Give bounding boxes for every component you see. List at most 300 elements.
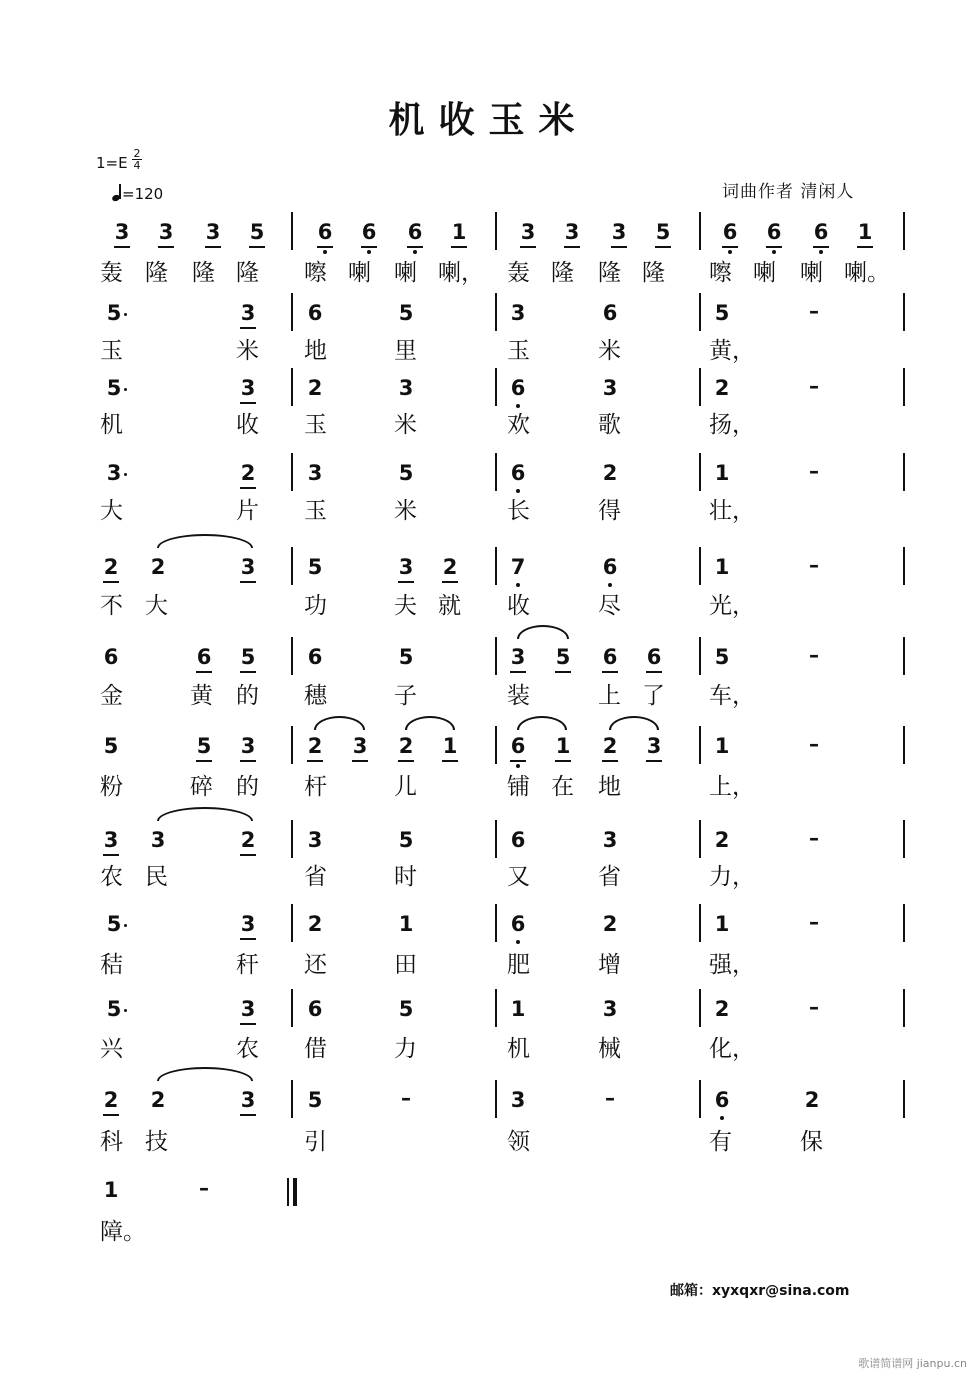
barline	[699, 547, 701, 585]
low-octave-dot	[720, 1116, 724, 1120]
barline	[291, 904, 293, 942]
lyric-syllable: 力，	[709, 864, 755, 890]
note: 3	[602, 376, 618, 400]
note: 5	[398, 461, 414, 485]
note: 6	[405, 220, 425, 244]
low-octave-dot	[772, 250, 776, 254]
underline-beam	[158, 246, 174, 248]
barline	[495, 1080, 497, 1118]
barline	[495, 637, 497, 675]
barline	[291, 293, 293, 331]
note: 2	[714, 997, 730, 1021]
lyric-syllable: 里	[394, 338, 417, 364]
note: 6	[602, 301, 618, 325]
underline-beam	[240, 581, 256, 583]
lyric-syllable: 了	[642, 683, 665, 709]
lyric-syllable: 在	[551, 774, 574, 800]
note: 3	[508, 645, 528, 669]
barline	[495, 989, 497, 1027]
lyric-syllable: 玉	[304, 498, 327, 524]
lyric-syllable: 喇。	[844, 260, 890, 286]
underline-beam	[307, 760, 323, 762]
underline-beam	[766, 246, 782, 248]
email-contact: 邮箱：xyxqxr@sina.com	[670, 1283, 850, 1299]
note: 6	[103, 645, 119, 669]
lyric-syllable: 又	[507, 864, 530, 890]
lyric-syllable: 喇	[753, 260, 776, 286]
note: 5	[104, 301, 124, 325]
barline	[291, 820, 293, 858]
barline	[699, 1080, 701, 1118]
lyric-syllable: 收	[236, 412, 259, 438]
note: 2	[804, 1088, 820, 1112]
note: 6	[508, 461, 528, 485]
note: 3	[238, 376, 258, 400]
lyric-syllable: 光，	[709, 593, 755, 619]
note: 5	[104, 912, 124, 936]
note: 5	[104, 376, 124, 400]
lyric-syllable: 机	[100, 412, 123, 438]
augmentation-dot	[124, 388, 127, 391]
note: 6	[720, 220, 740, 244]
low-octave-dot	[728, 250, 732, 254]
lyric-syllable: 时	[394, 864, 417, 890]
sustain-dash: –	[809, 299, 819, 323]
lyric-syllable: 喇	[348, 260, 371, 286]
tie-arc	[314, 716, 365, 730]
tie-arc	[157, 1067, 253, 1081]
lyric-syllable: 隆	[145, 260, 168, 286]
note: 3	[518, 220, 538, 244]
lyric-syllable: 黄	[190, 683, 213, 709]
underline-beam	[813, 246, 829, 248]
key-signature	[96, 147, 141, 172]
barline	[291, 637, 293, 675]
lyric-syllable: 引	[304, 1129, 327, 1155]
underline-beam	[451, 246, 467, 248]
note: 5	[194, 734, 214, 758]
note: 2	[150, 555, 166, 579]
lyric-syllable: 轰	[507, 260, 530, 286]
underline-beam	[520, 246, 536, 248]
lyric-syllable: 秸	[100, 952, 123, 978]
underline-beam	[510, 760, 526, 762]
lyric-syllable: 功	[304, 593, 327, 619]
note: 5	[104, 997, 124, 1021]
composer-credit: 词曲作者 清闲人	[722, 182, 855, 202]
lyric-syllable: 保	[800, 1129, 823, 1155]
quarter-note-icon	[112, 184, 122, 202]
note: 3	[150, 828, 166, 852]
note: 1	[714, 555, 730, 579]
barline	[291, 547, 293, 585]
underline-beam	[240, 671, 256, 673]
barline	[495, 368, 497, 406]
lyric-syllable: 隆	[551, 260, 574, 286]
augmentation-dot	[124, 473, 127, 476]
lyric-syllable: 地	[304, 338, 327, 364]
lyric-syllable: 装	[507, 683, 530, 709]
underline-beam	[240, 854, 256, 856]
underline-beam	[857, 246, 873, 248]
note: 3	[562, 220, 582, 244]
note: 1	[510, 997, 526, 1021]
underline-beam	[352, 760, 368, 762]
lyric-syllable: 米	[394, 412, 417, 438]
lyric-syllable: 省	[598, 864, 621, 890]
tempo-value: =120	[122, 185, 164, 203]
note: 2	[238, 461, 258, 485]
underline-beam	[646, 671, 662, 673]
lyric-syllable: 得	[598, 498, 621, 524]
note: 2	[602, 912, 618, 936]
note: 2	[238, 828, 258, 852]
barline	[495, 453, 497, 491]
lyric-syllable: 不	[100, 593, 123, 619]
lyric-syllable: 铺	[507, 774, 530, 800]
barline	[903, 637, 905, 675]
underline-beam	[249, 246, 265, 248]
note: 2	[101, 555, 121, 579]
lyric-syllable: 农	[100, 864, 123, 890]
note: 5	[238, 645, 258, 669]
barline	[699, 726, 701, 764]
note: 1	[714, 912, 730, 936]
barline	[903, 547, 905, 585]
lyric-syllable: 玉	[304, 412, 327, 438]
note: 6	[644, 645, 664, 669]
note: 5	[398, 301, 414, 325]
note: 2	[714, 376, 730, 400]
lyric-syllable: 尽	[598, 593, 621, 619]
sustain-dash: –	[809, 910, 819, 934]
lyric-syllable: 喇，	[438, 260, 484, 286]
note: 2	[440, 555, 460, 579]
lyric-syllable: 田	[394, 952, 417, 978]
key-label: 1=E	[96, 154, 128, 172]
note: 6	[194, 645, 214, 669]
note: 5	[714, 301, 730, 325]
note: 3	[602, 828, 618, 852]
barline	[903, 1080, 905, 1118]
barline	[699, 904, 701, 942]
tempo-marking	[112, 184, 163, 203]
augmentation-dot	[124, 1009, 127, 1012]
low-octave-dot	[516, 489, 520, 493]
lyric-syllable: 的	[236, 683, 259, 709]
lyric-syllable: 嚓	[709, 260, 732, 286]
note: 3	[238, 1088, 258, 1112]
note: 3	[203, 220, 223, 244]
lyric-syllable: 农	[236, 1036, 259, 1062]
lyric-syllable: 米	[236, 338, 259, 364]
low-octave-dot	[516, 764, 520, 768]
note: 6	[508, 376, 528, 400]
lyric-syllable: 借	[304, 1036, 327, 1062]
lyric-syllable: 领	[507, 1129, 530, 1155]
lyric-syllable: 强，	[709, 952, 755, 978]
lyric-syllable: 儿	[394, 774, 417, 800]
barline	[903, 904, 905, 942]
note: 3	[238, 301, 258, 325]
lyric-syllable: 还	[304, 952, 327, 978]
lyric-syllable: 隆	[236, 260, 259, 286]
underline-beam	[240, 760, 256, 762]
note: 6	[508, 912, 528, 936]
note: 1	[103, 1178, 119, 1202]
sustain-dash: –	[809, 643, 819, 667]
note: 6	[307, 997, 323, 1021]
barline	[291, 368, 293, 406]
note: 2	[305, 734, 325, 758]
note: 6	[764, 220, 784, 244]
note: 3	[101, 828, 121, 852]
lyric-syllable: 欢	[507, 412, 530, 438]
barline	[903, 212, 905, 250]
note: 3	[238, 997, 258, 1021]
underline-beam	[398, 581, 414, 583]
sustain-dash: –	[809, 732, 819, 756]
lyric-syllable: 玉	[507, 338, 530, 364]
lyric-syllable: 夫	[394, 593, 417, 619]
low-octave-dot	[516, 583, 520, 587]
note: 3	[396, 555, 416, 579]
note: 5	[307, 1088, 323, 1112]
low-octave-dot	[516, 404, 520, 408]
underline-beam	[398, 760, 414, 762]
tie-arc	[517, 716, 567, 730]
barline	[699, 820, 701, 858]
lyric-syllable: 碎	[190, 774, 213, 800]
lyric-syllable: 嚓	[304, 260, 327, 286]
barline	[699, 637, 701, 675]
lyric-syllable: 粉	[100, 774, 123, 800]
sustain-dash: –	[809, 995, 819, 1019]
note: 3	[104, 461, 124, 485]
lyric-syllable: 片	[236, 498, 259, 524]
note: 5	[398, 997, 414, 1021]
barline	[291, 726, 293, 764]
lyric-syllable: 就	[438, 593, 461, 619]
note: 2	[396, 734, 416, 758]
underline-beam	[196, 671, 212, 673]
note: 1	[855, 220, 875, 244]
lyric-syllable: 肥	[507, 952, 530, 978]
barline	[903, 368, 905, 406]
low-octave-dot	[819, 250, 823, 254]
note: 2	[101, 1088, 121, 1112]
note: 3	[644, 734, 664, 758]
note: 5	[247, 220, 267, 244]
lyric-syllable: 上	[598, 683, 621, 709]
lyric-syllable: 化，	[709, 1036, 755, 1062]
note: 3	[510, 1088, 526, 1112]
tie-arc	[157, 807, 253, 821]
underline-beam	[240, 1023, 256, 1025]
barline	[495, 820, 497, 858]
note: 3	[609, 220, 629, 244]
underline-beam	[602, 671, 618, 673]
song-title: 机收玉米	[388, 99, 589, 141]
lyric-syllable: 穗	[304, 683, 327, 709]
underline-beam	[240, 327, 256, 329]
note: 2	[714, 828, 730, 852]
barline	[903, 293, 905, 331]
barline	[699, 368, 701, 406]
note: 3	[510, 301, 526, 325]
lyric-syllable: 力	[394, 1036, 417, 1062]
note: 6	[307, 301, 323, 325]
note: 5	[307, 555, 323, 579]
lyric-syllable: 长	[507, 498, 530, 524]
lyric-syllable: 民	[145, 864, 168, 890]
barline	[699, 293, 701, 331]
underline-beam	[442, 581, 458, 583]
low-octave-dot	[323, 250, 327, 254]
note: 6	[510, 828, 526, 852]
barline	[495, 293, 497, 331]
sustain-dash: –	[199, 1176, 209, 1200]
note: 5	[398, 828, 414, 852]
note: 7	[508, 555, 528, 579]
tie-arc	[609, 716, 659, 730]
barline	[699, 212, 701, 250]
note: 1	[440, 734, 460, 758]
lyric-syllable: 米	[598, 338, 621, 364]
note: 3	[307, 461, 323, 485]
note: 2	[307, 376, 323, 400]
note: 2	[602, 461, 618, 485]
note: 6	[712, 1088, 732, 1112]
time-signature-top: 2	[133, 147, 141, 160]
note: 5	[653, 220, 673, 244]
lyric-syllable: 歌	[598, 412, 621, 438]
lyric-syllable: 地	[598, 774, 621, 800]
note: 2	[150, 1088, 166, 1112]
barline	[903, 726, 905, 764]
note: 6	[600, 555, 620, 579]
note: 1	[398, 912, 414, 936]
lyric-syllable: 上，	[709, 774, 755, 800]
note: 3	[238, 912, 258, 936]
note: 3	[112, 220, 132, 244]
low-octave-dot	[608, 583, 612, 587]
time-signature	[132, 148, 142, 171]
lyric-syllable: 隆	[598, 260, 621, 286]
lyric-syllable: 的	[236, 774, 259, 800]
barline	[903, 989, 905, 1027]
underline-beam	[646, 760, 662, 762]
barline	[291, 212, 293, 250]
barline	[903, 453, 905, 491]
tie-arc	[157, 534, 253, 548]
barline	[699, 989, 701, 1027]
note: 6	[315, 220, 335, 244]
underline-beam	[103, 1114, 119, 1116]
augmentation-dot	[124, 313, 127, 316]
note: 3	[238, 555, 258, 579]
lyric-syllable: 大	[145, 593, 168, 619]
lyric-syllable: 收	[507, 593, 530, 619]
underline-beam	[655, 246, 671, 248]
note: 6	[307, 645, 323, 669]
lyric-syllable: 杆	[304, 774, 327, 800]
underline-beam	[196, 760, 212, 762]
barline	[495, 547, 497, 585]
lyric-syllable: 扬，	[709, 412, 755, 438]
lyric-syllable: 隆	[642, 260, 665, 286]
sustain-dash: –	[401, 1086, 411, 1110]
underline-beam	[722, 246, 738, 248]
note: 3	[156, 220, 176, 244]
lyric-syllable: 秆	[236, 952, 259, 978]
barline	[495, 726, 497, 764]
lyric-syllable: 增	[598, 952, 621, 978]
tie-arc	[517, 625, 569, 639]
note: 2	[307, 912, 323, 936]
note: 3	[307, 828, 323, 852]
note: 3	[350, 734, 370, 758]
note: 3	[398, 376, 414, 400]
lyric-syllable: 机	[507, 1036, 530, 1062]
underline-beam	[407, 246, 423, 248]
lyric-syllable: 科	[100, 1129, 123, 1155]
underline-beam	[114, 246, 130, 248]
underline-beam	[442, 760, 458, 762]
low-octave-dot	[367, 250, 371, 254]
sustain-dash: –	[809, 553, 819, 577]
underline-beam	[602, 760, 618, 762]
note: 5	[714, 645, 730, 669]
sustain-dash: –	[809, 374, 819, 398]
underline-beam	[240, 487, 256, 489]
lyric-syllable: 省	[304, 864, 327, 890]
note: 3	[602, 997, 618, 1021]
underline-beam	[240, 1114, 256, 1116]
note: 6	[508, 734, 528, 758]
augmentation-dot	[124, 924, 127, 927]
sustain-dash: –	[809, 826, 819, 850]
underline-beam	[317, 246, 333, 248]
barline	[495, 904, 497, 942]
note: 1	[714, 461, 730, 485]
low-octave-dot	[516, 940, 520, 944]
lyric-syllable: 黄，	[709, 338, 755, 364]
lyric-syllable: 隆	[192, 260, 215, 286]
note: 6	[600, 645, 620, 669]
note: 5	[103, 734, 119, 758]
watermark: 歌谱简谱网 jianpu.cn	[858, 1357, 967, 1370]
time-signature-bottom: 4	[133, 159, 141, 172]
final-barline-thick	[293, 1178, 297, 1206]
lyric-syllable: 有	[709, 1129, 732, 1155]
lyric-syllable: 兴	[100, 1036, 123, 1062]
sustain-dash: –	[605, 1086, 615, 1110]
underline-beam	[564, 246, 580, 248]
lyric-syllable: 壮，	[709, 498, 755, 524]
lyric-syllable: 金	[100, 683, 123, 709]
low-octave-dot	[413, 250, 417, 254]
sustain-dash: –	[809, 459, 819, 483]
lyric-syllable: 喇	[800, 260, 823, 286]
note: 1	[449, 220, 469, 244]
lyric-syllable: 技	[145, 1129, 168, 1155]
lyric-syllable: 玉	[100, 338, 123, 364]
lyric-syllable: 车，	[709, 683, 755, 709]
note: 5	[398, 645, 414, 669]
underline-beam	[103, 581, 119, 583]
underline-beam	[103, 854, 119, 856]
